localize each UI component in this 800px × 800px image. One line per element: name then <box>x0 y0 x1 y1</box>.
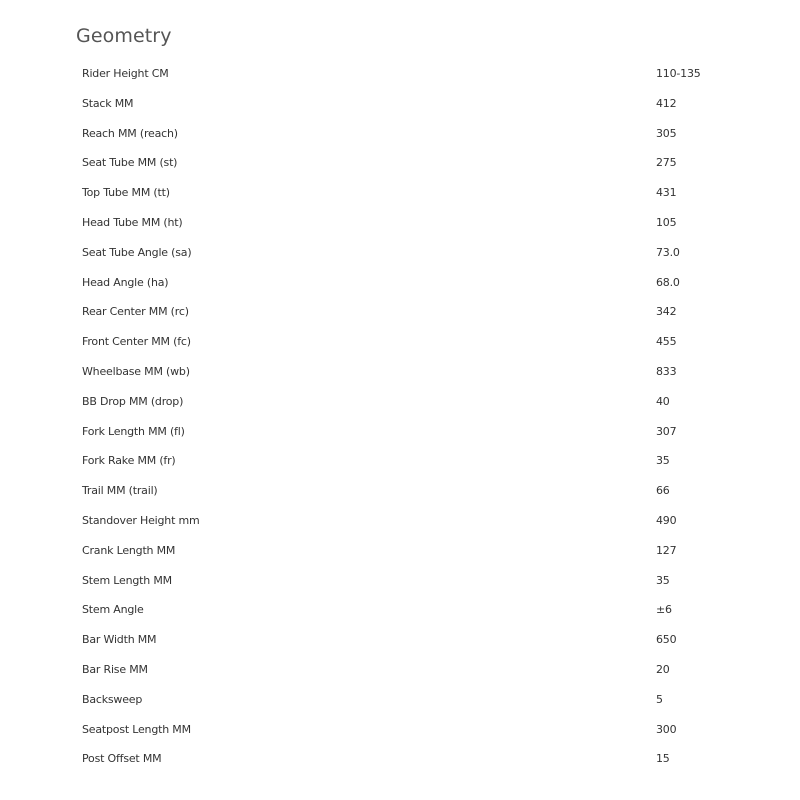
table-row <box>0 685 800 715</box>
row-label: Stem Length MM <box>82 573 172 587</box>
table-row <box>0 119 800 149</box>
table-row <box>0 476 800 506</box>
table-row <box>0 178 800 208</box>
table-row <box>0 89 800 119</box>
row-value: 35 <box>656 454 670 468</box>
row-value: 127 <box>656 543 677 557</box>
row-value: 68.0 <box>656 275 680 289</box>
row-label: Standover Height mm <box>82 513 200 527</box>
row-label: Rider Height CM <box>82 67 169 80</box>
row-value: 105 <box>656 215 677 229</box>
table-row <box>0 238 800 268</box>
row-value: 20 <box>656 662 670 676</box>
table-row <box>0 327 800 357</box>
row-value: 5 <box>656 692 663 706</box>
row-label: Head Tube MM (ht) <box>82 215 183 229</box>
row-label: Post Offset MM <box>82 752 162 766</box>
table-row <box>0 417 800 447</box>
row-value: 431 <box>656 186 677 200</box>
row-value: 35 <box>656 573 670 587</box>
row-label: Backsweep <box>82 692 143 706</box>
row-value: ±6 <box>656 603 672 617</box>
row-label: Trail MM (trail) <box>82 484 158 498</box>
row-label: Fork Length MM (fl) <box>82 424 185 438</box>
table-row <box>0 744 800 774</box>
row-value: 300 <box>656 722 677 736</box>
table-row <box>0 297 800 327</box>
table-row <box>0 715 800 745</box>
row-value: 305 <box>656 126 677 140</box>
table-row <box>0 625 800 655</box>
row-label: Top Tube MM (tt) <box>82 186 170 200</box>
row-value: 455 <box>656 335 677 349</box>
row-label: Fork Rake MM (fr) <box>82 454 176 468</box>
row-label: Crank Length MM <box>82 543 176 557</box>
table-row <box>0 566 800 596</box>
table-row <box>0 357 800 387</box>
row-label: Bar Width MM <box>82 633 157 647</box>
row-value: 73.0 <box>656 245 680 259</box>
table-row <box>0 536 800 566</box>
row-value: 412 <box>656 96 677 110</box>
row-value: 307 <box>656 424 677 438</box>
table-row <box>0 148 800 178</box>
row-value: 15 <box>656 752 670 766</box>
row-label: Stack MM <box>82 96 134 110</box>
row-value: 66 <box>656 484 670 498</box>
row-label: Bar Rise MM <box>82 662 148 676</box>
row-label: Head Angle (ha) <box>82 275 169 289</box>
table-row <box>0 268 800 298</box>
table-row <box>0 208 800 238</box>
row-value: 110-135 <box>656 67 701 80</box>
geometry-table <box>0 59 800 774</box>
row-label: Wheelbase MM (wb) <box>82 364 190 378</box>
section-title: Geometry <box>76 25 172 47</box>
row-label: Seat Tube Angle (sa) <box>82 245 192 259</box>
row-label: Rear Center MM (rc) <box>82 305 189 319</box>
row-label: Reach MM (reach) <box>82 126 178 140</box>
table-row <box>0 506 800 536</box>
row-value: 490 <box>656 513 677 527</box>
table-row <box>0 655 800 685</box>
table-row <box>0 446 800 476</box>
row-value: 833 <box>656 364 677 378</box>
table-row <box>0 59 800 89</box>
table-row <box>0 387 800 417</box>
row-value: 40 <box>656 394 670 408</box>
row-label: Seat Tube MM (st) <box>82 156 178 170</box>
row-label: Seatpost Length MM <box>82 722 191 736</box>
row-label: Front Center MM (fc) <box>82 335 191 349</box>
row-value: 650 <box>656 633 677 647</box>
table-row <box>0 595 800 625</box>
row-value: 275 <box>656 156 677 170</box>
row-label: BB Drop MM (drop) <box>82 394 184 408</box>
row-value: 342 <box>656 305 677 319</box>
row-label: Stem Angle <box>82 603 144 617</box>
